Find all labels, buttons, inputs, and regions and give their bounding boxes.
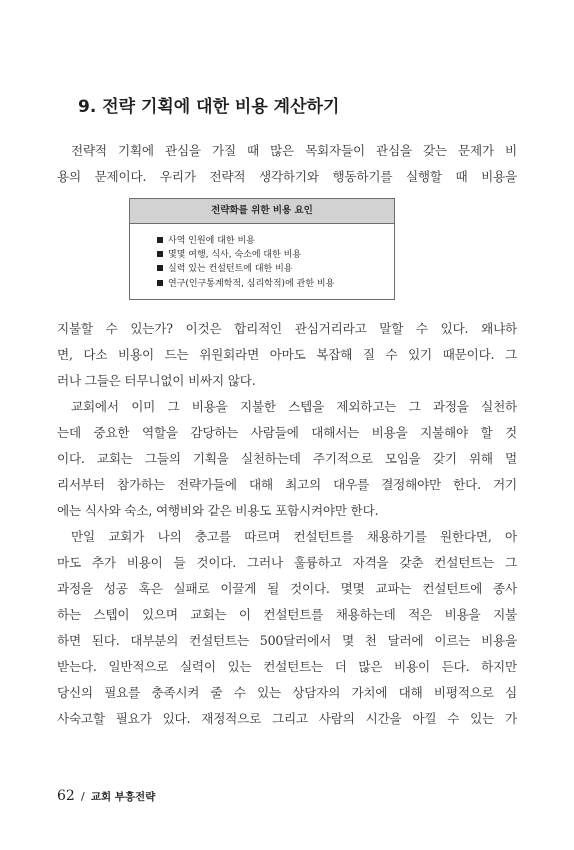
section-title: 9. 전략 기획에 대한 비용 계산하기: [78, 97, 340, 117]
text-line: 리서부터 참가하는 전략가들에 대해 최고의 대우를 결정해야만 한다. 거기: [57, 477, 517, 492]
square-bullet-icon: [157, 280, 163, 286]
list-item-text: 몇몇 여행, 식사, 숙소에 대한 비용: [168, 250, 302, 261]
page-footer: [57, 788, 155, 804]
running-book-title: 교회 부흥전략: [90, 791, 156, 803]
text-line: 용의 문제이다. 우리가 전략적 생각하기와 행동하기를 실행할 때 비용을: [57, 169, 517, 184]
cost-factors-box: [129, 198, 395, 300]
text-line: 사숙고할 필요가 있다. 재정적으로 그리고 사람의 시간을 아낄 수 있는 가: [57, 711, 517, 726]
list-item-text: 사역 인원에 대한 비용: [168, 236, 255, 246]
text-line: 지불할 수 있는가? 이것은 합리적인 관심거리라고 말할 수 있다. 왜냐하: [57, 321, 517, 336]
text-line: 전략적 기획에 관심을 가질 때 많은 목회자들이 관심을 갖는 문제가 비: [71, 143, 517, 158]
footer-separator: /: [80, 790, 85, 803]
cost-factors-header: 전략화를 위한 비용 요인: [130, 199, 394, 224]
list-item: [157, 277, 394, 291]
list-item-text: 연구(인구통계학적, 심리학적)에 관한 비용: [168, 278, 335, 289]
text-line: 하면 된다. 대부분의 컨설턴트는 500달러에서 몇 천 달러에 이르는 비용을: [57, 633, 517, 648]
list-item: [157, 248, 394, 262]
text-line: 과정을 성공 혹은 실패로 이끌게 될 것이다. 몇몇 교파는 컨설턴트에 종사: [57, 581, 517, 596]
list-item: [157, 262, 394, 276]
text-line: 교회에서 이미 그 비용을 지불한 스텝을 제외하고는 그 과정을 실천하: [71, 399, 517, 414]
text-line: 이다. 교회는 그들의 기획을 실천하는데 주기적으로 모임을 갖기 위해 멀: [57, 451, 517, 466]
text-line: 만일 교회가 나의 충고를 따르며 컨설턴트를 채용하기를 원한다면, 아: [71, 529, 517, 544]
text-line: 는데 중요한 역할을 감당하는 사람들에 대해서는 비용을 지불해야 할 것: [57, 425, 517, 440]
cost-factors-list: [130, 224, 394, 291]
square-bullet-icon: [157, 237, 163, 243]
list-item-text: 실력 있는 컨설턴트에 대한 비용: [168, 264, 293, 275]
body-paragraph: [57, 316, 517, 732]
text-line: 받는다. 일반적으로 실력이 있는 컨설턴트는 더 많은 비용이 든다. 하지만: [57, 659, 517, 674]
list-item: [157, 234, 394, 248]
square-bullet-icon: [157, 251, 163, 257]
page-number: 62: [57, 788, 75, 804]
text-line: 면, 다소 비용이 드는 위원회라면 아마도 복잡해 질 수 있기 때문이다. 그: [57, 347, 517, 362]
text-line: 당신의 필요를 충족시켜 줄 수 있는 상담자의 가치에 대해 비평적으로 심: [57, 685, 517, 700]
text-line: 에는 식사와 숙소, 여행비와 같은 비용도 포함시켜야만 한다.: [57, 503, 379, 518]
text-line: 하는 스텝이 있으며 교회는 이 컨설턴트를 채용하는데 적은 비용을 지불: [57, 607, 517, 622]
square-bullet-icon: [157, 265, 163, 271]
text-line: 러나 그들은 터무니없이 비싸지 않다.: [57, 373, 256, 388]
text-line: 마도 추가 비용이 들 것이다. 그러나 훌륭하고 자격을 갖춘 컨설턴트는 그: [57, 555, 517, 570]
intro-paragraph: [57, 138, 517, 190]
